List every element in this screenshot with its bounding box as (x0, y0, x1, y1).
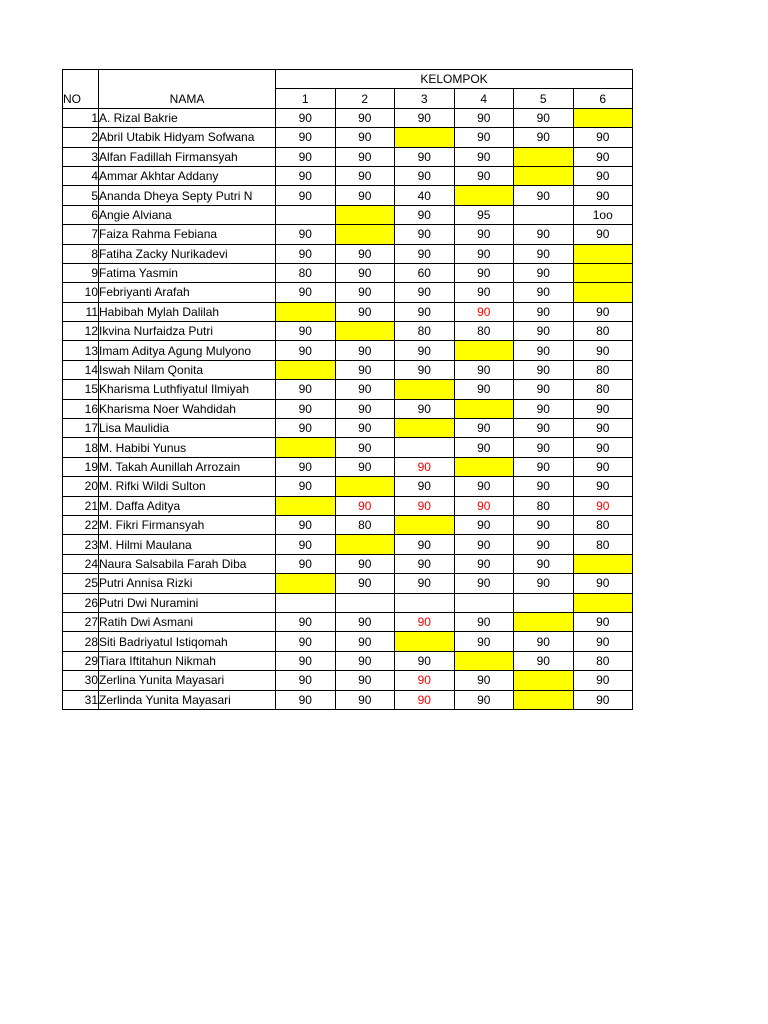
score-cell-group-3 (395, 380, 455, 399)
score-cell-group-6: 90 (573, 612, 633, 631)
table-row (63, 593, 633, 612)
row-number: 2 (63, 128, 99, 147)
score-cell-group-4: 80 (454, 322, 514, 341)
score-cell-group-3: 90 (395, 496, 455, 515)
row-number: 4 (63, 166, 99, 185)
student-name: Putri Dwi Nuramini (99, 593, 276, 612)
score-cell-group-5 (514, 612, 574, 631)
score-cell-group-4: 90 (454, 244, 514, 263)
score-cell-group-1: 90 (276, 671, 336, 690)
score-cell-group-4: 90 (454, 477, 514, 496)
score-cell-group-6: 90 (573, 438, 633, 457)
sheet-body (63, 70, 633, 710)
student-name: Putri Annisa Rizki (99, 574, 276, 593)
row-number: 14 (63, 360, 99, 379)
row-number: 21 (63, 496, 99, 515)
score-cell-group-6: 80 (573, 380, 633, 399)
score-cell-group-2 (335, 593, 395, 612)
table-row (63, 360, 633, 379)
score-cell-group-3: 90 (395, 671, 455, 690)
score-cell-group-4 (454, 341, 514, 360)
score-cell-group-5 (514, 166, 574, 185)
score-cell-group-1: 90 (276, 166, 336, 185)
student-name: Alfan Fadillah Firmansyah (99, 147, 276, 166)
table-row (63, 341, 633, 360)
score-cell-group-5: 90 (514, 186, 574, 205)
student-name: Lisa Maulidia (99, 419, 276, 438)
score-cell-group-5: 90 (514, 302, 574, 321)
score-cell-group-4: 90 (454, 515, 514, 534)
row-number: 7 (63, 225, 99, 244)
score-cell-group-6: 90 (573, 671, 633, 690)
score-cell-group-4: 90 (454, 283, 514, 302)
row-number: 17 (63, 419, 99, 438)
score-cell-group-1: 90 (276, 147, 336, 166)
score-cell-group-3 (395, 632, 455, 651)
table-row (63, 612, 633, 631)
score-cell-group-3 (395, 419, 455, 438)
score-cell-group-3: 90 (395, 554, 455, 573)
row-number: 3 (63, 147, 99, 166)
table-row (63, 205, 633, 224)
score-cell-group-1: 90 (276, 380, 336, 399)
score-cell-group-2: 90 (335, 302, 395, 321)
score-cell-group-1: 90 (276, 399, 336, 418)
table-row (63, 554, 633, 573)
score-cell-group-4: 90 (454, 438, 514, 457)
student-name: Tiara Iftitahun Nikmah (99, 651, 276, 670)
score-cell-group-5: 90 (514, 438, 574, 457)
score-cell-group-1: 90 (276, 515, 336, 534)
score-cell-group-4 (454, 651, 514, 670)
score-cell-group-2: 80 (335, 515, 395, 534)
score-cell-group-5: 90 (514, 322, 574, 341)
student-name: Ananda Dheya Septy Putri N (99, 186, 276, 205)
table-row (63, 108, 633, 127)
table-row (63, 690, 633, 709)
score-cell-group-2: 90 (335, 341, 395, 360)
row-number: 28 (63, 632, 99, 651)
row-number: 16 (63, 399, 99, 418)
score-cell-group-4: 90 (454, 225, 514, 244)
header-group-4: 4 (454, 89, 514, 108)
header-group-6: 6 (573, 89, 633, 108)
score-cell-group-2: 90 (335, 186, 395, 205)
score-cell-group-5: 90 (514, 283, 574, 302)
score-cell-group-4: 90 (454, 671, 514, 690)
score-cell-group-3 (395, 515, 455, 534)
score-cell-group-3: 90 (395, 399, 455, 418)
student-name: Habibah Mylah Dalilah (99, 302, 276, 321)
score-cell-group-4: 90 (454, 166, 514, 185)
student-name: Ratih Dwi Asmani (99, 612, 276, 631)
row-number: 18 (63, 438, 99, 457)
score-cell-group-3: 60 (395, 263, 455, 282)
table-row (63, 632, 633, 651)
row-number: 30 (63, 671, 99, 690)
score-cell-group-5: 90 (514, 263, 574, 282)
row-number: 1 (63, 108, 99, 127)
student-name: Naura Salsabila Farah Diba (99, 554, 276, 573)
score-cell-group-4: 90 (454, 612, 514, 631)
student-name: Fatiha Zacky Nurikadevi (99, 244, 276, 263)
score-cell-group-2 (335, 205, 395, 224)
table-row (63, 186, 633, 205)
student-name: M. Daffa Aditya (99, 496, 276, 515)
score-cell-group-6: 90 (573, 496, 633, 515)
score-cell-group-6: 90 (573, 128, 633, 147)
score-cell-group-1: 90 (276, 477, 336, 496)
score-cell-group-3: 90 (395, 302, 455, 321)
score-cell-group-2: 90 (335, 632, 395, 651)
row-number: 9 (63, 263, 99, 282)
student-name: Faiza Rahma Febiana (99, 225, 276, 244)
student-name: Ikvina Nurfaidza Putri (99, 322, 276, 341)
score-cell-group-3: 90 (395, 477, 455, 496)
score-cell-group-5 (514, 690, 574, 709)
table-row (63, 302, 633, 321)
score-cell-group-3 (395, 593, 455, 612)
score-cell-group-6: 90 (573, 477, 633, 496)
student-name: Kharisma Noer Wahdidah (99, 399, 276, 418)
student-name: Siti Badriyatul Istiqomah (99, 632, 276, 651)
score-cell-group-3 (395, 438, 455, 457)
score-cell-group-3: 90 (395, 244, 455, 263)
score-cell-group-4: 90 (454, 554, 514, 573)
header-name-top (99, 70, 276, 89)
student-name: A. Rizal Bakrie (99, 108, 276, 127)
score-cell-group-5: 90 (514, 651, 574, 670)
student-name: Kharisma Luthfiyatul Ilmiyah (99, 380, 276, 399)
score-cell-group-5: 90 (514, 341, 574, 360)
row-number: 12 (63, 322, 99, 341)
score-cell-group-1: 90 (276, 283, 336, 302)
score-cell-group-1 (276, 360, 336, 379)
student-name: M. Takah Aunillah Arrozain (99, 457, 276, 476)
score-cell-group-1 (276, 205, 336, 224)
score-cell-group-2 (335, 225, 395, 244)
score-cell-group-5: 90 (514, 360, 574, 379)
row-number: 25 (63, 574, 99, 593)
score-cell-group-4: 90 (454, 632, 514, 651)
score-cell-group-2: 90 (335, 360, 395, 379)
student-name: Zerlina Yunita Mayasari (99, 671, 276, 690)
header-row-groups (63, 89, 633, 108)
score-cell-group-5: 90 (514, 244, 574, 263)
score-cell-group-5 (514, 205, 574, 224)
student-name: M. Rifki Wildi Sulton (99, 477, 276, 496)
header-row-top (63, 70, 633, 89)
score-cell-group-6 (573, 283, 633, 302)
score-cell-group-5: 80 (514, 496, 574, 515)
score-cell-group-2: 90 (335, 244, 395, 263)
score-cell-group-3: 90 (395, 166, 455, 185)
score-cell-group-4: 90 (454, 380, 514, 399)
score-cell-group-1: 90 (276, 690, 336, 709)
row-number: 26 (63, 593, 99, 612)
row-number: 24 (63, 554, 99, 573)
score-cell-group-5: 90 (514, 574, 574, 593)
score-cell-group-3: 90 (395, 360, 455, 379)
score-cell-group-5: 90 (514, 632, 574, 651)
table-row (63, 380, 633, 399)
score-cell-group-6: 90 (573, 225, 633, 244)
table-row (63, 128, 633, 147)
score-cell-group-6: 80 (573, 322, 633, 341)
score-cell-group-6: 80 (573, 651, 633, 670)
score-cell-group-1: 90 (276, 128, 336, 147)
score-cell-group-1: 90 (276, 457, 336, 476)
score-cell-group-5: 90 (514, 477, 574, 496)
student-name: Fatima Yasmin (99, 263, 276, 282)
score-cell-group-6 (573, 244, 633, 263)
score-cell-group-6 (573, 593, 633, 612)
score-cell-group-2: 90 (335, 399, 395, 418)
table-row (63, 225, 633, 244)
score-cell-group-3 (395, 128, 455, 147)
score-cell-group-4: 90 (454, 302, 514, 321)
row-number: 27 (63, 612, 99, 631)
table-row (63, 651, 633, 670)
score-cell-group-4: 90 (454, 574, 514, 593)
score-cell-group-3: 90 (395, 612, 455, 631)
student-name: M. Fikri Firmansyah (99, 515, 276, 534)
score-cell-group-1 (276, 593, 336, 612)
score-cell-group-5 (514, 147, 574, 166)
score-cell-group-2: 90 (335, 496, 395, 515)
score-cell-group-5: 90 (514, 380, 574, 399)
header-group-1: 1 (276, 89, 336, 108)
score-cell-group-4 (454, 457, 514, 476)
student-name: M. Habibi Yunus (99, 438, 276, 457)
table-row (63, 322, 633, 341)
score-cell-group-6: 1oo (573, 205, 633, 224)
score-cell-group-4: 90 (454, 108, 514, 127)
score-cell-group-5: 90 (514, 128, 574, 147)
score-cell-group-1: 90 (276, 108, 336, 127)
score-cell-group-2: 90 (335, 690, 395, 709)
score-cell-group-1 (276, 496, 336, 515)
score-cell-group-5: 90 (514, 515, 574, 534)
row-number: 20 (63, 477, 99, 496)
score-cell-group-6: 90 (573, 399, 633, 418)
student-name: Angie Alviana (99, 205, 276, 224)
score-cell-group-6: 90 (573, 690, 633, 709)
score-cell-group-4 (454, 399, 514, 418)
table-row (63, 283, 633, 302)
score-cell-group-1: 90 (276, 186, 336, 205)
student-name: Abril Utabik Hidyam Sofwana (99, 128, 276, 147)
row-number: 31 (63, 690, 99, 709)
score-cell-group-2: 90 (335, 419, 395, 438)
row-number: 19 (63, 457, 99, 476)
score-cell-group-2 (335, 322, 395, 341)
score-cell-group-4: 90 (454, 690, 514, 709)
score-cell-group-3: 90 (395, 341, 455, 360)
score-cell-group-1: 90 (276, 612, 336, 631)
score-cell-group-1 (276, 438, 336, 457)
table-row (63, 496, 633, 515)
table-row (63, 438, 633, 457)
student-name: Zerlinda Yunita Mayasari (99, 690, 276, 709)
score-cell-group-6: 80 (573, 535, 633, 554)
score-cell-group-6: 90 (573, 632, 633, 651)
score-cell-group-2: 90 (335, 457, 395, 476)
score-cell-group-4 (454, 186, 514, 205)
score-cell-group-6 (573, 554, 633, 573)
header-no: NO (63, 89, 99, 108)
score-cell-group-1: 90 (276, 651, 336, 670)
score-cell-group-3: 90 (395, 147, 455, 166)
row-number: 29 (63, 651, 99, 670)
table-row (63, 263, 633, 282)
score-cell-group-6: 90 (573, 147, 633, 166)
score-cell-group-3: 40 (395, 186, 455, 205)
score-cell-group-5 (514, 593, 574, 612)
score-cell-group-5: 90 (514, 419, 574, 438)
score-cell-group-2: 90 (335, 574, 395, 593)
student-name: Imam Aditya Agung Mulyono (99, 341, 276, 360)
score-cell-group-2: 90 (335, 438, 395, 457)
table-row (63, 477, 633, 496)
score-cell-group-6: 90 (573, 574, 633, 593)
row-number: 8 (63, 244, 99, 263)
score-cell-group-1: 90 (276, 419, 336, 438)
score-cell-group-4: 90 (454, 360, 514, 379)
score-cell-group-1 (276, 302, 336, 321)
score-cell-group-2: 90 (335, 651, 395, 670)
score-cell-group-5: 90 (514, 457, 574, 476)
score-cell-group-2: 90 (335, 166, 395, 185)
score-cell-group-1: 90 (276, 341, 336, 360)
score-cell-group-6: 90 (573, 419, 633, 438)
table-row (63, 515, 633, 534)
score-cell-group-3: 90 (395, 574, 455, 593)
score-cell-group-6: 90 (573, 341, 633, 360)
score-cell-group-2: 90 (335, 380, 395, 399)
score-cell-group-2 (335, 477, 395, 496)
score-cell-group-6: 90 (573, 166, 633, 185)
score-cell-group-1: 90 (276, 244, 336, 263)
table-row (63, 535, 633, 554)
student-name: M. Hilmi Maulana (99, 535, 276, 554)
row-number: 10 (63, 283, 99, 302)
score-cell-group-4: 95 (454, 205, 514, 224)
table-row (63, 399, 633, 418)
score-cell-group-4: 90 (454, 147, 514, 166)
score-cell-group-1: 80 (276, 263, 336, 282)
score-cell-group-2: 90 (335, 612, 395, 631)
score-cell-group-5 (514, 671, 574, 690)
score-cell-group-2: 90 (335, 128, 395, 147)
score-cell-group-4 (454, 593, 514, 612)
score-cell-group-2 (335, 535, 395, 554)
score-cell-group-2: 90 (335, 147, 395, 166)
score-cell-group-3: 80 (395, 322, 455, 341)
score-cell-group-5: 90 (514, 108, 574, 127)
row-number: 15 (63, 380, 99, 399)
score-cell-group-2: 90 (335, 554, 395, 573)
score-cell-group-5: 90 (514, 225, 574, 244)
table-row (63, 147, 633, 166)
row-number: 6 (63, 205, 99, 224)
score-cell-group-6 (573, 108, 633, 127)
score-cell-group-4: 90 (454, 496, 514, 515)
table-row (63, 166, 633, 185)
table-row (63, 419, 633, 438)
student-name: Febriyanti Arafah (99, 283, 276, 302)
header-no-top (63, 70, 99, 89)
row-number: 5 (63, 186, 99, 205)
table-row (63, 671, 633, 690)
row-number: 11 (63, 302, 99, 321)
score-cell-group-1: 90 (276, 554, 336, 573)
score-cell-group-6: 80 (573, 360, 633, 379)
table-row (63, 244, 633, 263)
score-cell-group-1: 90 (276, 322, 336, 341)
score-cell-group-3: 90 (395, 651, 455, 670)
score-cell-group-6: 90 (573, 186, 633, 205)
score-cell-group-4: 90 (454, 535, 514, 554)
score-cell-group-2: 90 (335, 283, 395, 302)
score-cell-group-5: 90 (514, 554, 574, 573)
score-cell-group-3: 90 (395, 225, 455, 244)
score-cell-group-4: 90 (454, 128, 514, 147)
table-row (63, 574, 633, 593)
score-cell-group-1: 90 (276, 632, 336, 651)
score-cell-group-2: 90 (335, 671, 395, 690)
score-cell-group-4: 90 (454, 419, 514, 438)
score-cell-group-1: 90 (276, 225, 336, 244)
score-cell-group-3: 90 (395, 457, 455, 476)
score-sheet (62, 69, 633, 710)
row-number: 22 (63, 515, 99, 534)
score-cell-group-2: 90 (335, 108, 395, 127)
score-cell-group-3: 90 (395, 283, 455, 302)
score-cell-group-4: 90 (454, 263, 514, 282)
score-cell-group-6: 90 (573, 302, 633, 321)
header-group-3: 3 (395, 89, 455, 108)
score-cell-group-1: 90 (276, 535, 336, 554)
score-cell-group-3: 90 (395, 690, 455, 709)
score-cell-group-2: 90 (335, 263, 395, 282)
student-name: Ammar Akhtar Addany (99, 166, 276, 185)
header-kelompok: KELOMPOK (276, 70, 633, 89)
score-cell-group-6: 80 (573, 515, 633, 534)
score-cell-group-1 (276, 574, 336, 593)
score-cell-group-3: 90 (395, 108, 455, 127)
header-group-2: 2 (335, 89, 395, 108)
header-group-5: 5 (514, 89, 574, 108)
student-name: Iswah Nilam Qonita (99, 360, 276, 379)
score-cell-group-3: 90 (395, 205, 455, 224)
score-cell-group-6 (573, 263, 633, 282)
score-cell-group-5: 90 (514, 399, 574, 418)
score-cell-group-6: 90 (573, 457, 633, 476)
score-cell-group-3: 90 (395, 535, 455, 554)
row-number: 13 (63, 341, 99, 360)
row-number: 23 (63, 535, 99, 554)
header-nama: NAMA (99, 89, 276, 108)
table-row (63, 457, 633, 476)
score-cell-group-5: 90 (514, 535, 574, 554)
